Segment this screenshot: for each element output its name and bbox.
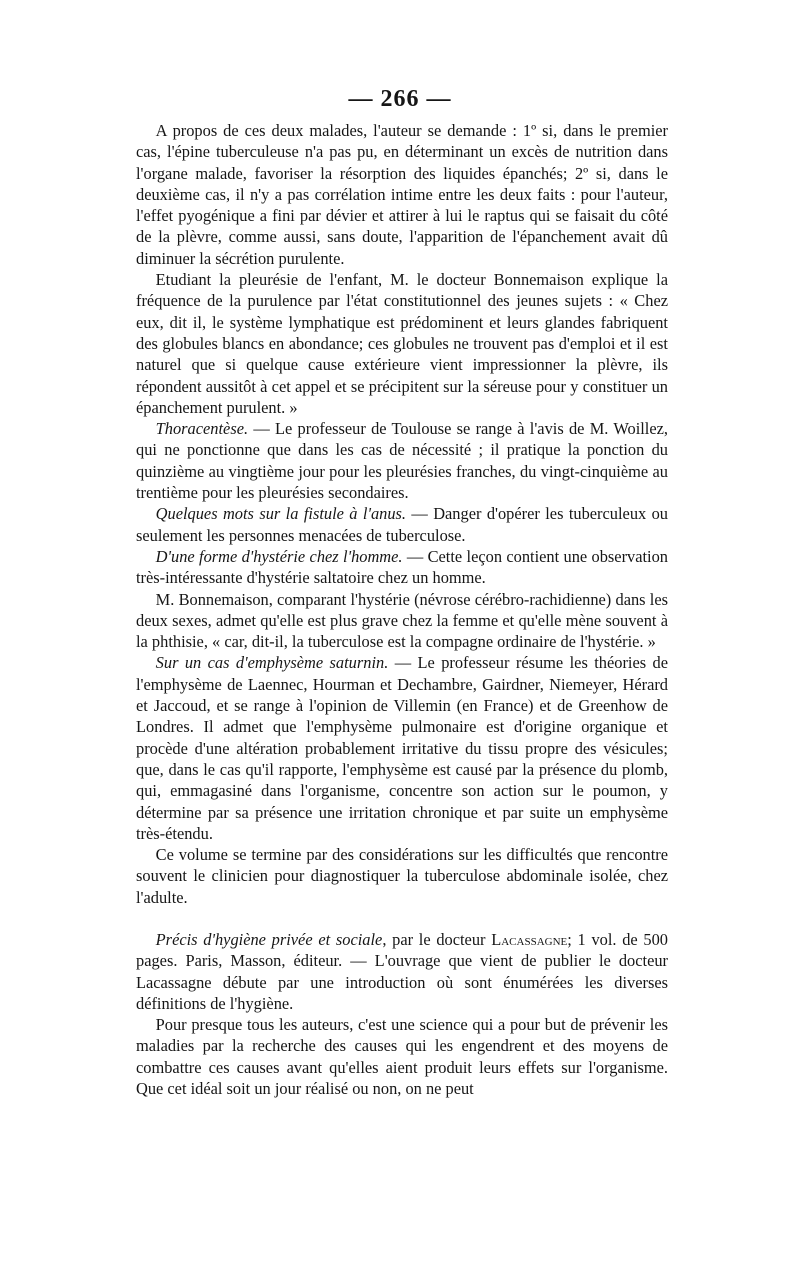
paragraph bbox=[136, 269, 668, 418]
section-heading: D'une forme d'hystérie chez l'homme. bbox=[155, 546, 403, 566]
paragraph-text: Etudiant la pleurésie de l'enfant, M. le docteur Bonnemaison explique la fréquence de la purulence par l'état constitutionnel des jeunes sujets : « Chez eux, dit il, le système lymphatique est prédominent et leurs glandes fabriquent des globules blancs en abondance; ces globules ne trouvent pas d'emploi et il est naturel que si quelque cause extérieure vient impressionner la plèvre, ils répondent aussitôt à cet appel et se précipitent sur la séreuse pour y constituer un épanchement purulent. » bbox=[136, 270, 668, 417]
paragraph bbox=[136, 120, 668, 269]
review-text: ; 1 vol. de 500 pages. Paris, Masson, éditeur. — L'ouvrage que vient de publier le docteur Lacassagne débute par une introduction où sont énumérées les diverses définitions de l'hygiène. bbox=[136, 929, 668, 1013]
body-text bbox=[136, 120, 668, 1099]
paragraph bbox=[136, 844, 668, 908]
review-paragraph bbox=[136, 929, 668, 1014]
section-heading: Sur un cas d'emphysème saturnin. bbox=[155, 653, 389, 673]
paragraph-text: — Danger d'opérer les tuberculeux ou seulement les personnes menacées de tuberculose. bbox=[136, 504, 668, 545]
paragraph bbox=[136, 418, 668, 503]
review-author: Lacassagne bbox=[491, 929, 568, 949]
paragraph bbox=[136, 503, 668, 546]
paragraph-text: — Le professeur de Toulouse se range à l'avis de M. Woillez, qui ne ponctionne que dans les cas de nécessité ; il pratique la ponction du quinzième au vingtième jour pour les pleurésies franches, du vingt-cinquième au trentième pour les pleurésies secondaires. bbox=[136, 419, 668, 503]
paragraph-text: — Cette leçon contient une observation très-intéressante d'hystérie saltatoire chez un homme. bbox=[136, 546, 669, 588]
paragraph bbox=[136, 546, 668, 589]
section-heading: Thoracentèse. bbox=[155, 419, 249, 439]
paragraph-text: M. Bonnemaison, comparant l'hystérie (névrose cérébro-rachidienne) dans les deux sexes, admet qu'elle est plus grave chez la femme et qu'elle mène souvent à la phthisie, « car, dit-il, la tuberculose est la compagne ordinaire de l'hystérie. » bbox=[136, 589, 668, 652]
paragraph-text: Pour presque tous les auteurs, c'est une science qui a pour but de prévenir les maladies par la recherche des causes qui les engendrent et des moyens de combattre ces causes avant qu'elles aient produit leurs effets sur l'organisme. Que cet idéal soit un jour réalisé ou non, on ne peut bbox=[136, 1015, 668, 1099]
paragraph bbox=[136, 589, 668, 653]
paragraph bbox=[136, 652, 668, 844]
paragraph bbox=[136, 1014, 668, 1099]
page-number: — 266 — bbox=[348, 86, 452, 112]
paragraph-text: — Le professeur résume les théories de l'emphysème de Laennec, Hourman et Dechambre, Gairdner, Niemeyer, Hérard et Jaccoud, et se range à l'opinion de Villemin (en France) et de Greenhow de Londres. Il admet que l'emphysème pulmonaire est d'origine organique et procède d'une altération probablement irritative du tissu propre des vésicules; que, dans le cas qu'il rapporte, l'emphysème est causé par la présence du plomb, qui, emmagasiné dans l'organisme, concentre son action sur le poumon, y détermine par sa présence une irritation chronique et par suite un emphysème très-étendu. bbox=[136, 653, 668, 843]
review-text: , par le docteur bbox=[382, 929, 492, 949]
paragraph-text: Ce volume se termine par des considérations sur les difficultés que rencontre souvent le clinicien pour diagnostiquer la tuberculose abdominale isolée, chez l'adulte. bbox=[136, 845, 668, 907]
section-heading: Quelques mots sur la fistule à l'anus. bbox=[155, 504, 407, 524]
review-book-title: Précis d'hygiène privée et sociale bbox=[155, 929, 383, 949]
paragraph-text: A propos de ces deux malades, l'auteur se demande : 1º si, dans le premier cas, l'épine tuberculeuse n'a pas pu, en déterminant un excès de nutrition dans l'organe malade, favoriser la résorption des liquides épanchés; 2º si, dans le deuxième cas, il n'y a pas corrélation intime entre les deux faits : pour l'auteur, l'effet pyogénique a fini par dévier et attirer à lui le raptus qui se faisait du côté de la plèvre, comme aussi, sans doute, l'apparition de l'épanchement avait dû diminuer la sécrétion purulente. bbox=[136, 121, 668, 268]
